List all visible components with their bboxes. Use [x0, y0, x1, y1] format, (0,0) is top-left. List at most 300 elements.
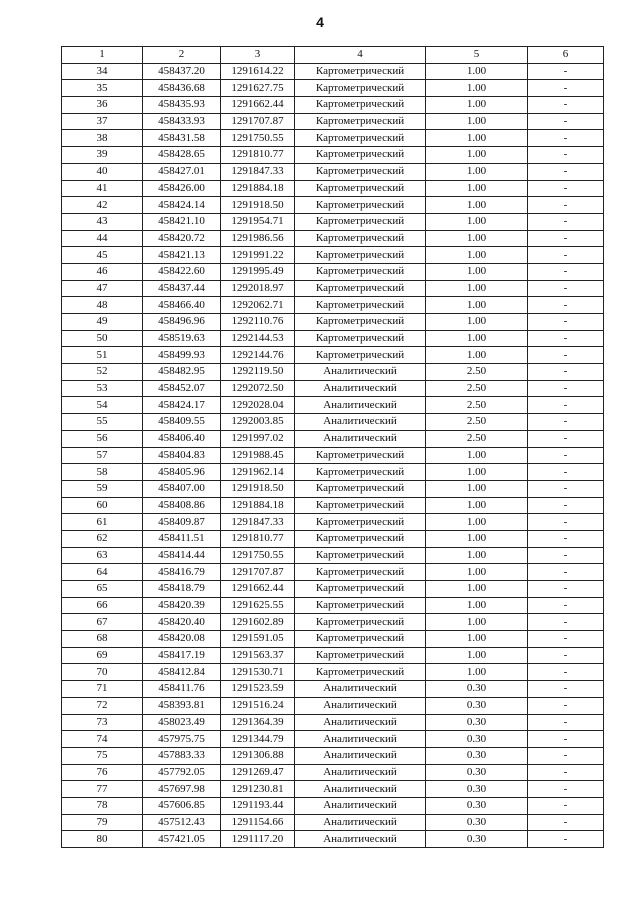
table-cell: 1.00	[426, 80, 528, 97]
table-cell: 458420.39	[143, 597, 221, 614]
table-cell: Картометрический	[295, 647, 426, 664]
column-header: 2	[143, 47, 221, 64]
table-cell: 457975.75	[143, 731, 221, 748]
table-cell: 458420.40	[143, 614, 221, 631]
table-cell: Аналитический	[295, 380, 426, 397]
table-row	[62, 163, 604, 180]
table-cell: 1.00	[426, 631, 528, 648]
table-cell: Картометрический	[295, 180, 426, 197]
table-cell: 0.30	[426, 797, 528, 814]
table-cell: 1.00	[426, 263, 528, 280]
table-row	[62, 414, 604, 431]
table-cell: Картометрический	[295, 447, 426, 464]
table-row	[62, 63, 604, 80]
table-cell: 68	[62, 631, 143, 648]
table-cell: 1291962.14	[221, 464, 295, 481]
table-cell: 64	[62, 564, 143, 581]
table-cell: Картометрический	[295, 564, 426, 581]
table-cell: 457421.05	[143, 831, 221, 848]
table-cell: 61	[62, 514, 143, 531]
table-cell: -	[528, 414, 604, 431]
table-cell: 1.00	[426, 597, 528, 614]
table-cell: 457512.43	[143, 814, 221, 831]
table-cell: 458411.76	[143, 681, 221, 698]
table-cell: 1.00	[426, 614, 528, 631]
table-cell: 0.30	[426, 831, 528, 848]
table-cell: 1291306.88	[221, 747, 295, 764]
table-cell: -	[528, 230, 604, 247]
table-cell: Картометрический	[295, 130, 426, 147]
table-cell: Картометрический	[295, 581, 426, 598]
table-cell: Аналитический	[295, 747, 426, 764]
table-cell: 79	[62, 814, 143, 831]
table-cell: 1.00	[426, 447, 528, 464]
table-cell: 1.00	[426, 547, 528, 564]
table-cell: 0.30	[426, 747, 528, 764]
table-cell: 49	[62, 314, 143, 331]
table-cell: 41	[62, 180, 143, 197]
table-row	[62, 814, 604, 831]
table-cell: -	[528, 480, 604, 497]
table-cell: -	[528, 380, 604, 397]
table-row	[62, 714, 604, 731]
table-cell: -	[528, 581, 604, 598]
table-cell: 37	[62, 113, 143, 130]
table-cell: 1291810.77	[221, 530, 295, 547]
table-cell: -	[528, 314, 604, 331]
table-cell: Картометрический	[295, 330, 426, 347]
table-cell: Картометрический	[295, 497, 426, 514]
table-cell: Картометрический	[295, 247, 426, 264]
table-cell: 43	[62, 213, 143, 230]
table-cell: -	[528, 547, 604, 564]
table-cell: 67	[62, 614, 143, 631]
table-row	[62, 380, 604, 397]
table-cell: -	[528, 213, 604, 230]
table-cell: 458417.19	[143, 647, 221, 664]
table-row	[62, 113, 604, 130]
table-cell: 458437.44	[143, 280, 221, 297]
table-cell: -	[528, 664, 604, 681]
table-row	[62, 664, 604, 681]
table-cell: 1.00	[426, 480, 528, 497]
table-cell: -	[528, 180, 604, 197]
table-row	[62, 213, 604, 230]
table-cell: 1291344.79	[221, 731, 295, 748]
table-cell: -	[528, 631, 604, 648]
table-cell: 0.30	[426, 814, 528, 831]
table-cell: 1291625.55	[221, 597, 295, 614]
table-cell: 1.00	[426, 664, 528, 681]
table-cell: Аналитический	[295, 781, 426, 798]
table-cell: Картометрический	[295, 530, 426, 547]
table-cell: -	[528, 430, 604, 447]
table-cell: 80	[62, 831, 143, 848]
table-cell: Аналитический	[295, 797, 426, 814]
table-cell: Картометрический	[295, 547, 426, 564]
table-cell: 1.00	[426, 213, 528, 230]
table-cell: Аналитический	[295, 414, 426, 431]
table-row	[62, 347, 604, 364]
table-cell: -	[528, 530, 604, 547]
table-cell: 457697.98	[143, 781, 221, 798]
table-cell: 1291591.05	[221, 631, 295, 648]
table-row	[62, 314, 604, 331]
table-cell: -	[528, 614, 604, 631]
table-row	[62, 581, 604, 598]
table-cell: 458409.55	[143, 414, 221, 431]
table-cell: 40	[62, 163, 143, 180]
table-row	[62, 464, 604, 481]
table-cell: 35	[62, 80, 143, 97]
table-cell: Аналитический	[295, 764, 426, 781]
table-cell: 458405.96	[143, 464, 221, 481]
table-cell: 1.00	[426, 180, 528, 197]
table-cell: 1292018.97	[221, 280, 295, 297]
table-cell: Картометрический	[295, 97, 426, 114]
table-cell: -	[528, 764, 604, 781]
table-cell: -	[528, 297, 604, 314]
table-cell: 1291988.45	[221, 447, 295, 464]
table-cell: Картометрический	[295, 631, 426, 648]
table-cell: 1291627.75	[221, 80, 295, 97]
table-cell: 458412.84	[143, 664, 221, 681]
table-cell: 46	[62, 263, 143, 280]
table-cell: 47	[62, 280, 143, 297]
table-cell: 1291750.55	[221, 547, 295, 564]
table-row	[62, 280, 604, 297]
table-cell: -	[528, 347, 604, 364]
table-cell: Аналитический	[295, 397, 426, 414]
table-row	[62, 731, 604, 748]
table-cell: Картометрический	[295, 297, 426, 314]
table-row	[62, 263, 604, 280]
table-cell: 58	[62, 464, 143, 481]
table-cell: -	[528, 597, 604, 614]
table-cell: Картометрический	[295, 163, 426, 180]
table-row	[62, 130, 604, 147]
table-cell: 1291750.55	[221, 130, 295, 147]
table-cell: Картометрический	[295, 80, 426, 97]
table-cell: -	[528, 564, 604, 581]
table-cell: 51	[62, 347, 143, 364]
table-cell: 0.30	[426, 681, 528, 698]
table-cell: 50	[62, 330, 143, 347]
page-number: 4	[316, 14, 324, 30]
table-cell: -	[528, 163, 604, 180]
table-cell: 1292144.76	[221, 347, 295, 364]
table-cell: 0.30	[426, 731, 528, 748]
table-cell: Аналитический	[295, 364, 426, 381]
table-cell: 77	[62, 781, 143, 798]
table-cell: 1.00	[426, 97, 528, 114]
table-cell: 1.00	[426, 464, 528, 481]
table-cell: 458433.93	[143, 113, 221, 130]
table-cell: 1.00	[426, 581, 528, 598]
table-cell: 1291117.20	[221, 831, 295, 848]
table-cell: 72	[62, 697, 143, 714]
table-cell: 1.00	[426, 530, 528, 547]
table-cell: Картометрический	[295, 63, 426, 80]
table-cell: 458407.00	[143, 480, 221, 497]
table-row	[62, 480, 604, 497]
table-cell: 1291991.22	[221, 247, 295, 264]
table-row	[62, 447, 604, 464]
table-cell: 36	[62, 97, 143, 114]
table-cell: 1.00	[426, 247, 528, 264]
table-cell: 458426.00	[143, 180, 221, 197]
table-cell: 1292072.50	[221, 380, 295, 397]
table-cell: 1.00	[426, 63, 528, 80]
table-cell: 1291530.71	[221, 664, 295, 681]
table-cell: 1291986.56	[221, 230, 295, 247]
table-cell: 458404.83	[143, 447, 221, 464]
table-cell: -	[528, 80, 604, 97]
table-row	[62, 430, 604, 447]
table-cell: 458427.01	[143, 163, 221, 180]
table-row	[62, 530, 604, 547]
table-cell: 39	[62, 147, 143, 164]
table-cell: 1291193.44	[221, 797, 295, 814]
table-row	[62, 397, 604, 414]
table-cell: 458409.87	[143, 514, 221, 531]
table-cell: 73	[62, 714, 143, 731]
coordinates-table	[61, 46, 604, 848]
table-cell: -	[528, 714, 604, 731]
table-cell: 74	[62, 731, 143, 748]
table-cell: 0.30	[426, 781, 528, 798]
table-cell: -	[528, 130, 604, 147]
table-cell: 458406.40	[143, 430, 221, 447]
table-cell: 1291847.33	[221, 163, 295, 180]
table-cell: 44	[62, 230, 143, 247]
table-row	[62, 564, 604, 581]
table-row	[62, 597, 604, 614]
table-cell: 75	[62, 747, 143, 764]
table-row	[62, 497, 604, 514]
table-cell: 458466.40	[143, 297, 221, 314]
table-cell: -	[528, 397, 604, 414]
table-cell: 1.00	[426, 314, 528, 331]
table-cell: 1291364.39	[221, 714, 295, 731]
table-row	[62, 80, 604, 97]
table-cell: 0.30	[426, 764, 528, 781]
table-cell: 458420.08	[143, 631, 221, 648]
table-cell: Картометрический	[295, 263, 426, 280]
table-cell: -	[528, 697, 604, 714]
table-cell: Картометрический	[295, 464, 426, 481]
table-cell: 458496.96	[143, 314, 221, 331]
table-cell: 2.50	[426, 414, 528, 431]
table-cell: 1.00	[426, 564, 528, 581]
table-cell: 458411.51	[143, 530, 221, 547]
header-row	[62, 47, 604, 64]
table-cell: -	[528, 647, 604, 664]
table-cell: 60	[62, 497, 143, 514]
table-cell: 1.00	[426, 163, 528, 180]
table-cell: 1291662.44	[221, 97, 295, 114]
table-cell: Аналитический	[295, 831, 426, 848]
table-cell: -	[528, 731, 604, 748]
table-cell: 1.00	[426, 497, 528, 514]
table-row	[62, 831, 604, 848]
table-cell: 1292110.76	[221, 314, 295, 331]
table-row	[62, 230, 604, 247]
table-cell: Картометрический	[295, 147, 426, 164]
table-cell: 458436.68	[143, 80, 221, 97]
table-cell: -	[528, 681, 604, 698]
table-cell: 1.00	[426, 330, 528, 347]
table-cell: -	[528, 814, 604, 831]
column-header: 3	[221, 47, 295, 64]
table-cell: 65	[62, 581, 143, 598]
table-cell: 458421.13	[143, 247, 221, 264]
table-cell: 1.00	[426, 113, 528, 130]
table-cell: 458418.79	[143, 581, 221, 598]
table-row	[62, 781, 604, 798]
table-cell: -	[528, 97, 604, 114]
table-cell: 457883.33	[143, 747, 221, 764]
table-cell: 1291230.81	[221, 781, 295, 798]
table-cell: 458428.65	[143, 147, 221, 164]
table-cell: 0.30	[426, 697, 528, 714]
table-cell: -	[528, 364, 604, 381]
table-cell: Картометрический	[295, 347, 426, 364]
table-cell: 1291995.49	[221, 263, 295, 280]
table-cell: 1291516.24	[221, 697, 295, 714]
table-row	[62, 764, 604, 781]
table-cell: -	[528, 781, 604, 798]
table-cell: 458499.93	[143, 347, 221, 364]
table-cell: Аналитический	[295, 681, 426, 698]
table-row	[62, 514, 604, 531]
table-cell: 458437.20	[143, 63, 221, 80]
table-cell: -	[528, 747, 604, 764]
table-cell: 1291997.02	[221, 430, 295, 447]
table-cell: 458414.44	[143, 547, 221, 564]
table-cell: 458416.79	[143, 564, 221, 581]
table-cell: -	[528, 514, 604, 531]
table-cell: 71	[62, 681, 143, 698]
table-cell: 62	[62, 530, 143, 547]
table-cell: 458023.49	[143, 714, 221, 731]
table-cell: 1291154.66	[221, 814, 295, 831]
table-cell: Аналитический	[295, 814, 426, 831]
table-row	[62, 631, 604, 648]
table-body	[62, 63, 604, 847]
table-cell: -	[528, 797, 604, 814]
table-row	[62, 614, 604, 631]
table-cell: Картометрический	[295, 514, 426, 531]
table-cell: 56	[62, 430, 143, 447]
table-cell: 1292144.53	[221, 330, 295, 347]
table-cell: 458519.63	[143, 330, 221, 347]
table-cell: 45	[62, 247, 143, 264]
table-cell: 1291602.89	[221, 614, 295, 631]
column-header: 6	[528, 47, 604, 64]
table-cell: 458422.60	[143, 263, 221, 280]
table-cell: -	[528, 280, 604, 297]
table-cell: 1.00	[426, 514, 528, 531]
table-cell: 1292062.71	[221, 297, 295, 314]
table-cell: 1291884.18	[221, 497, 295, 514]
table-cell: Аналитический	[295, 430, 426, 447]
table-cell: 458420.72	[143, 230, 221, 247]
table-cell: 78	[62, 797, 143, 814]
column-header: 4	[295, 47, 426, 64]
table-cell: 1291523.59	[221, 681, 295, 698]
table-cell: 1291269.47	[221, 764, 295, 781]
table-cell: 76	[62, 764, 143, 781]
table-cell: -	[528, 247, 604, 264]
table-cell: -	[528, 113, 604, 130]
table-cell: 1.00	[426, 280, 528, 297]
table-cell: 1292028.04	[221, 397, 295, 414]
table-cell: 57	[62, 447, 143, 464]
table-cell: 55	[62, 414, 143, 431]
table-cell: 1291847.33	[221, 514, 295, 531]
table-cell: 1291707.87	[221, 564, 295, 581]
table-cell: Картометрический	[295, 314, 426, 331]
table-cell: 458393.81	[143, 697, 221, 714]
table-cell: Картометрический	[295, 280, 426, 297]
table-cell: Аналитический	[295, 714, 426, 731]
table-cell: -	[528, 831, 604, 848]
table-cell: 66	[62, 597, 143, 614]
table-row	[62, 681, 604, 698]
table-row	[62, 647, 604, 664]
table-cell: 1.00	[426, 130, 528, 147]
table-cell: 0.30	[426, 714, 528, 731]
table-row	[62, 797, 604, 814]
table-cell: 2.50	[426, 380, 528, 397]
table-row	[62, 297, 604, 314]
table-cell: Картометрический	[295, 480, 426, 497]
table-cell: 1.00	[426, 347, 528, 364]
table-row	[62, 247, 604, 264]
table-row	[62, 697, 604, 714]
table-header	[62, 47, 604, 64]
table-cell: -	[528, 447, 604, 464]
table-cell: 458452.07	[143, 380, 221, 397]
table-cell: 2.50	[426, 364, 528, 381]
table-cell: 1292003.85	[221, 414, 295, 431]
table-cell: 42	[62, 197, 143, 214]
table-cell: 458435.93	[143, 97, 221, 114]
table-row	[62, 747, 604, 764]
table-cell: 38	[62, 130, 143, 147]
table-cell: 1.00	[426, 647, 528, 664]
table-cell: 458431.58	[143, 130, 221, 147]
table-cell: Картометрический	[295, 614, 426, 631]
table-cell: 458408.86	[143, 497, 221, 514]
column-header: 5	[426, 47, 528, 64]
table-cell: 1292119.50	[221, 364, 295, 381]
table-row	[62, 364, 604, 381]
table-cell: 54	[62, 397, 143, 414]
table-cell: 457792.05	[143, 764, 221, 781]
table-row	[62, 197, 604, 214]
table-cell: 34	[62, 63, 143, 80]
table-cell: 1.00	[426, 197, 528, 214]
table-cell: 59	[62, 480, 143, 497]
table-cell: 1291884.18	[221, 180, 295, 197]
table-row	[62, 147, 604, 164]
table-cell: -	[528, 497, 604, 514]
table-cell: 1.00	[426, 297, 528, 314]
table-cell: 2.50	[426, 430, 528, 447]
table-cell: Картометрический	[295, 197, 426, 214]
